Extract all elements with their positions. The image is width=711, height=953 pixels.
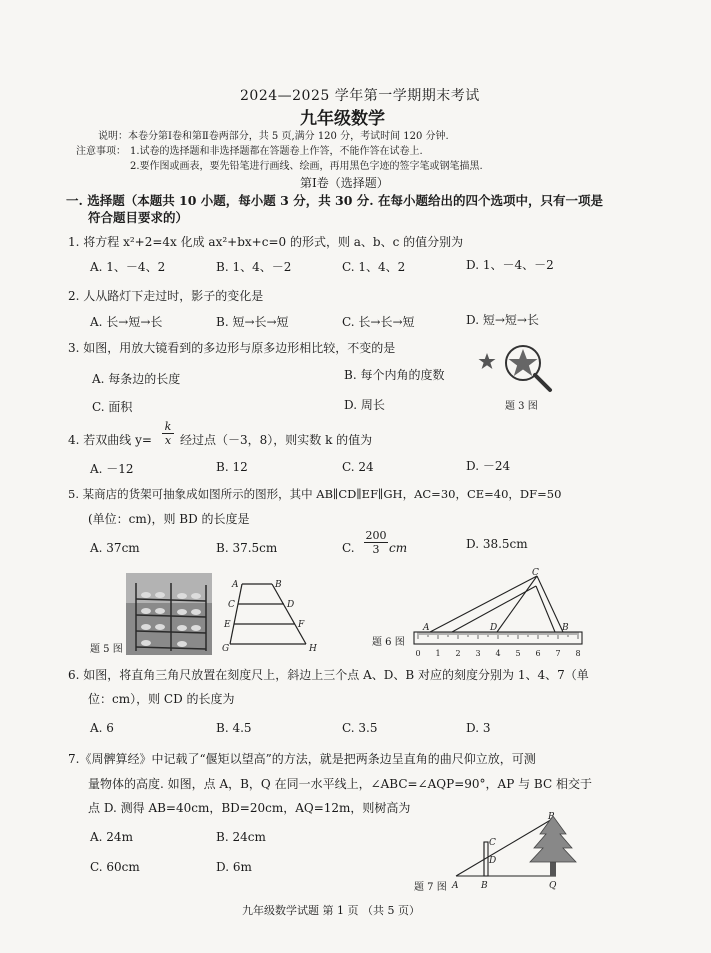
part-title: 第Ⅰ卷（选择题） [300, 176, 389, 190]
exam-title: 2024—2025 学年第一学期期末考试 [240, 88, 480, 104]
q1-option-c: C. 1、4、2 [342, 260, 406, 274]
q7-option-c: C. 60cm [90, 860, 140, 874]
notice-item-2: 2.要作图或画表，要先铅笔进行画线、绘画，再用黑色字迹的签字笔或钢笔描黑. [130, 161, 483, 172]
q3-option-c: C. 面积 [92, 400, 133, 414]
exam-note: 说明：本卷分第Ⅰ卷和第Ⅱ卷两部分，共 5 页,满分 120 分，考试时间 120 分钟. [98, 131, 449, 142]
q5-option-c-unit: cm [389, 541, 408, 555]
q6-option-d: D. 3 [466, 721, 491, 735]
question-2-text: 2. 人从路灯下走过时，影子的变化是 [68, 289, 264, 303]
q5-left-edge [230, 584, 242, 644]
q4-fraction [162, 420, 174, 447]
q7-label-q: Q [549, 881, 557, 891]
q6-side-ac [430, 576, 537, 632]
q5-label-d: D [287, 600, 295, 610]
q3-option-d: D. 周长 [344, 398, 385, 412]
q3-caption: 题 3 图 [505, 401, 538, 412]
q1-option-a: A. 1、－4、2 [90, 260, 166, 274]
q7-label-c: C [489, 838, 496, 848]
q5-option-d: D. 38.5cm [466, 537, 528, 551]
question-4-text-before: 4. 若双曲线 y= [68, 433, 152, 447]
notice-item-1: 1.试卷的选择题和非选择题都在答题卷上作答，不能作答在试卷上. [130, 146, 423, 157]
q7-option-d: D. 6m [216, 860, 252, 874]
q6-tick-labels [416, 649, 581, 658]
q1-option-d: D. 1、－4、－2 [466, 258, 554, 272]
ruler-tick-label: 7 [555, 649, 561, 658]
q4-fraction-denominator: x [164, 434, 172, 447]
page-footer: 九年级数学试题 第 1 页 （共 5 页） [242, 904, 420, 917]
q5-label-f: F [298, 620, 305, 630]
question-1-text: 1. 将方程 x²+2=4x 化成 ax²+bx+c=0 的形式，则 a、b、c 的值分别为 [68, 235, 464, 249]
q7-label-d: D [489, 856, 497, 866]
q5-label-e: E [224, 620, 231, 630]
q3-option-b: B. 每个内角的度数 [344, 368, 445, 382]
q7-option-a: A. 24m [90, 830, 133, 844]
question-7-text-line1: 7.《周髀算经》中记载了“偃矩以望高”的方法，就是把两条边呈直角的曲尺仰立放，可测 [68, 752, 536, 766]
q5-trapezoid-figure [222, 574, 326, 654]
section-heading-line2: 符合题目要求的） [88, 210, 189, 225]
q5-option-c-numerator: 200 [365, 529, 387, 542]
ruler-tick-label: 0 [415, 649, 421, 658]
q5-option-b: B. 37.5cm [216, 541, 278, 555]
q4-option-b: B. 12 [216, 460, 248, 474]
q4-fraction-numerator: k [162, 420, 174, 434]
q5-shelf-photo [126, 573, 212, 655]
q5-label-h: H [309, 644, 317, 654]
q5-label-g: G [222, 644, 230, 654]
q6-side-cb [537, 576, 563, 632]
question-5-text-line1: 5. 某商店的货架可抽象成如图所示的图形，其中 AB∥CD∥EF∥GH，AC=30，CE=40，DF=50 [68, 487, 562, 501]
question-6-text-line2: 位：cm），则 CD 的长度为 [88, 692, 235, 706]
q5-option-c-denominator: 3 [372, 543, 380, 556]
ruler-tick-label: 2 [455, 649, 461, 658]
q6-caption: 题 6 图 [372, 637, 405, 648]
question-6-text-line1: 6. 如图，将直角三角尺放置在刻度尺上，斜边上三个点 A、D、B 对应的刻度分别为 1、4、7（单 [68, 668, 589, 682]
question-4-text-after: 经过点（－3，8），则实数 k 的值为 [180, 433, 373, 447]
q4-option-d: D. －24 [466, 459, 511, 473]
q2-option-d: D. 短→短→长 [466, 313, 539, 327]
ruler-tick-label: 1 [435, 649, 441, 658]
q3-option-a: A. 每条边的长度 [92, 372, 181, 386]
ruler-tick-label: 3 [475, 649, 481, 658]
q5-option-c-fraction [364, 529, 388, 556]
question-5-text-line2: (单位：cm)，则 BD 的长度是 [88, 512, 250, 526]
small-star-shape [479, 353, 496, 369]
q2-option-b: B. 短→长→短 [216, 315, 289, 329]
q6-ruler-figure [410, 566, 586, 664]
q4-option-c: C. 24 [342, 460, 374, 474]
section-heading-line1: 一. 选择题（本题共 10 小题，每小题 3 分，共 30 分. 在每小题给出的四个选项中，只有一项是 [66, 193, 604, 208]
q6-ruler-ticks [418, 632, 578, 639]
question-7-text-line2: 量物体的高度. 如图，点 A，B，Q 在同一水平线上，∠ABC=∠AQP=90°，AP 与 BC 相交于 [88, 777, 592, 791]
q7-label-p: P [548, 812, 555, 822]
ruler-tick-label: 5 [515, 649, 521, 658]
q1-option-b: B. 1、4、－2 [216, 260, 292, 274]
q5-caption: 题 5 图 [90, 644, 123, 655]
q6-option-b: B. 4.5 [216, 721, 252, 735]
q7-label-a: A [452, 881, 459, 891]
large-star-shape [509, 349, 538, 376]
q5-option-c-label: C. [342, 541, 355, 555]
q5-label-c: C [228, 600, 235, 610]
tree-icon [530, 816, 576, 876]
q7-label-b: B [481, 881, 488, 891]
magnifier-handle-shape [535, 375, 550, 390]
notice-label: 注意事项： [76, 146, 126, 157]
q2-option-a: A. 长→短→长 [90, 315, 163, 329]
ruler-tick-label: 8 [575, 649, 581, 658]
q6-option-a: A. 6 [90, 721, 114, 735]
q7-tree-figure [448, 810, 608, 894]
q7-option-b: B. 24cm [216, 830, 266, 844]
ruler-tick-label: 4 [495, 649, 501, 658]
q5-label-a: A [232, 580, 239, 590]
ruler-tick-label: 6 [535, 649, 541, 658]
q6-label-a: A [423, 623, 430, 633]
q7-caption: 题 7 图 [414, 882, 447, 893]
question-7-text-line3: 点 D. 测得 AB=40cm，BD=20cm，AQ=12m，则树高为 [88, 801, 411, 815]
q2-option-c: C. 长→长→短 [342, 315, 415, 329]
q5-option-a: A. 37cm [90, 541, 140, 555]
q6-option-c: C. 3.5 [342, 721, 378, 735]
q5-right-edge [272, 584, 306, 644]
question-3-text: 3. 如图，用放大镜看到的多边形与原多边形相比较，不变的是 [68, 341, 396, 355]
subject-title: 九年级数学 [300, 109, 385, 129]
q6-label-c: C [532, 568, 539, 578]
q6-label-b: B [562, 623, 569, 633]
q4-option-a: A. －12 [90, 462, 134, 476]
q6-label-d: D [490, 623, 498, 633]
q5-label-b: B [275, 580, 282, 590]
